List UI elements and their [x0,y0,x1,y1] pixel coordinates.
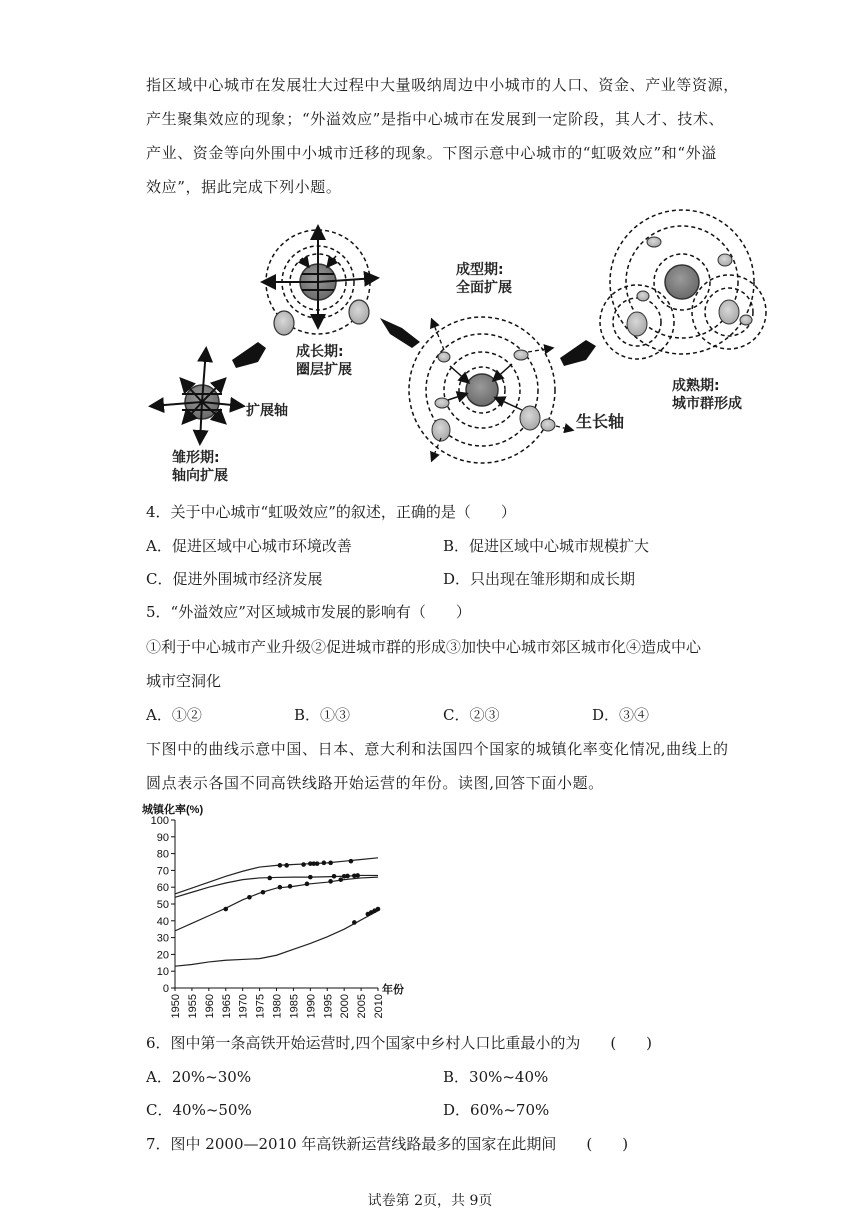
stage2-title: 成长期: [296,344,344,360]
hsr-opening-dot [278,863,283,868]
x-tick-label: 1970 [237,994,250,1019]
y-tick-label: 0 [162,983,169,995]
hsr-opening-dot [352,920,357,925]
x-tick-label: 1955 [186,994,199,1019]
x-tick-label: 1990 [305,994,318,1019]
y-tick-label: 60 [156,882,169,895]
stage1-desc: 轴向扩展 [172,468,228,484]
hsr-opening-dot [338,877,343,882]
x-tick-label: 1950 [170,994,182,1019]
hsr-opening-dot [328,861,333,866]
center-city-stage3 [466,374,498,406]
hsr-opening-dot [355,873,360,878]
y-tick-label: 80 [156,848,169,861]
x-tick-label: 1960 [203,994,216,1019]
question-5-option-b[interactable]: B．①③ [294,706,351,724]
y-tick-label: 20 [156,949,169,962]
question-4-option-a[interactable]: A．促进区域中心城市环境改善 [146,537,352,555]
x-tick-label: 1975 [254,994,267,1019]
stage-arrow-2 [380,318,420,348]
hsr-opening-dot [223,907,228,912]
question-4-option-d[interactable]: D．只出现在雏形期和成长期 [443,570,636,588]
chart-y-axis-label: 城镇化率(%) [142,804,204,816]
stage3-desc: 全面扩展 [456,280,512,296]
y-tick-label: 40 [156,915,169,928]
intro-line-4: 效应”，据此完成下列小题。 [146,178,342,196]
stage4-title: 成熟期: [672,378,720,394]
stage3-title: 成型期: [456,262,504,278]
stage-arrow-1 [232,342,266,368]
question-5-statements-line-1: ①利于中心城市产业升级②促进城市群的形成③加快中心城市郊区城市化④造成中心 [146,638,702,656]
question-7-stem: 7．图中 2000—2010 年高铁新运营线路最多的国家在此期间 ( ) [146,1135,629,1153]
hsr-opening-dot [261,890,266,895]
stage4-desc: 城市群形成 [672,396,742,412]
y-tick-label: 50 [156,899,169,911]
page-footer: 试卷第 2页，共 9页 [367,1193,493,1209]
center-city-stage4 [665,265,699,299]
hsr-opening-dot [332,874,337,879]
x-tick-label: 1965 [220,994,233,1019]
stage2-figure [264,228,376,335]
hsr-opening-dot [267,876,272,881]
intro2-line-1: 下图中的曲线示意中国、日本、意大利和法国四个国家的城镇化率变化情况,曲线上的 [146,740,729,758]
stage2-desc: 圈层扩展 [296,362,352,378]
stage1-title: 雏形期: [172,450,220,466]
series-line-4 [175,911,378,966]
hsr-opening-dot [345,874,350,879]
y-tick-label: 70 [156,865,169,878]
question-6-option-b[interactable]: B．30%~40% [443,1068,549,1086]
chart-x-axis-label: 年份 [382,984,404,996]
stage4-figure [600,210,766,359]
y-tick-label: 30 [156,932,169,945]
hsr-opening-dot [308,875,313,880]
x-tick-label: 2005 [356,994,369,1019]
question-4-option-c[interactable]: C．促进外围城市经济发展 [146,570,323,588]
x-tick-label: 1985 [288,994,301,1019]
question-4-stem: 4．关于中心城市“虹吸效应”的叙述，正确的是（ ） [146,503,516,521]
question-5-option-d[interactable]: D．③④ [592,706,650,724]
x-tick-label: 1995 [322,994,335,1019]
question-5-stem: 5．“外溢效应”对区域城市发展的影响有（ ） [146,603,471,621]
city-effect-diagram [140,200,780,490]
stage-arrow-3 [560,340,596,366]
question-6-stem: 6．图中第一条高铁开始运营时,四个国家中乡村人口比重最小的为 ( ) [146,1034,653,1052]
y-tick-label: 90 [156,831,169,844]
urbanization-chart [140,800,450,1022]
x-tick-label: 1980 [271,994,284,1019]
growth-axis-label: 生长轴 [576,412,625,431]
question-6-option-c[interactable]: C．40%~50% [146,1101,252,1119]
hsr-opening-dot [315,861,320,866]
hsr-opening-dot [247,895,252,900]
hsr-opening-dot [278,885,283,890]
hsr-opening-dot [376,907,381,912]
intro2-line-2: 圆点表示各国不同高铁线路开始运营的年份。读图,回答下面小题。 [146,774,604,792]
question-5-statements-line-2: 城市空洞化 [146,672,222,690]
x-tick-label: 2010 [373,994,385,1019]
question-6-option-a[interactable]: A．20%~30% [146,1068,252,1086]
intro-line-3: 产业、资金等向外围中小城市迁移的现象。下图示意中心城市的“虹吸效应”和“外溢 [146,144,717,162]
y-tick-label: 100 [150,815,169,827]
hsr-opening-dot [305,882,310,887]
intro-line-1: 指区域中心城市在发展壮大过程中大量吸纳周边中小城市的人口、资金、产业等资源， [146,76,739,94]
hsr-opening-dot [349,859,354,864]
hsr-opening-dot [322,861,327,866]
question-5-option-c[interactable]: C．②③ [443,706,500,724]
series-line-3 [175,877,378,931]
question-5-option-a[interactable]: A．①② [146,706,202,724]
intro-line-2: 产生聚集效应的现象；“外溢效应”是指中心城市在发展到一定阶段，其人才、技术、 [146,110,725,128]
question-4-option-b[interactable]: B．促进区域中心城市规模扩大 [443,537,650,555]
axis-label: 扩展轴 [246,403,288,419]
x-tick-label: 2000 [339,994,352,1019]
hsr-opening-dot [328,879,333,884]
hsr-opening-dot [288,884,293,889]
stage3-figure [409,317,572,463]
stage1-figure [152,350,242,442]
hsr-opening-dot [284,863,289,868]
y-tick-label: 10 [156,966,169,979]
question-6-option-d[interactable]: D．60%~70% [443,1101,550,1119]
hsr-opening-dot [301,862,306,867]
